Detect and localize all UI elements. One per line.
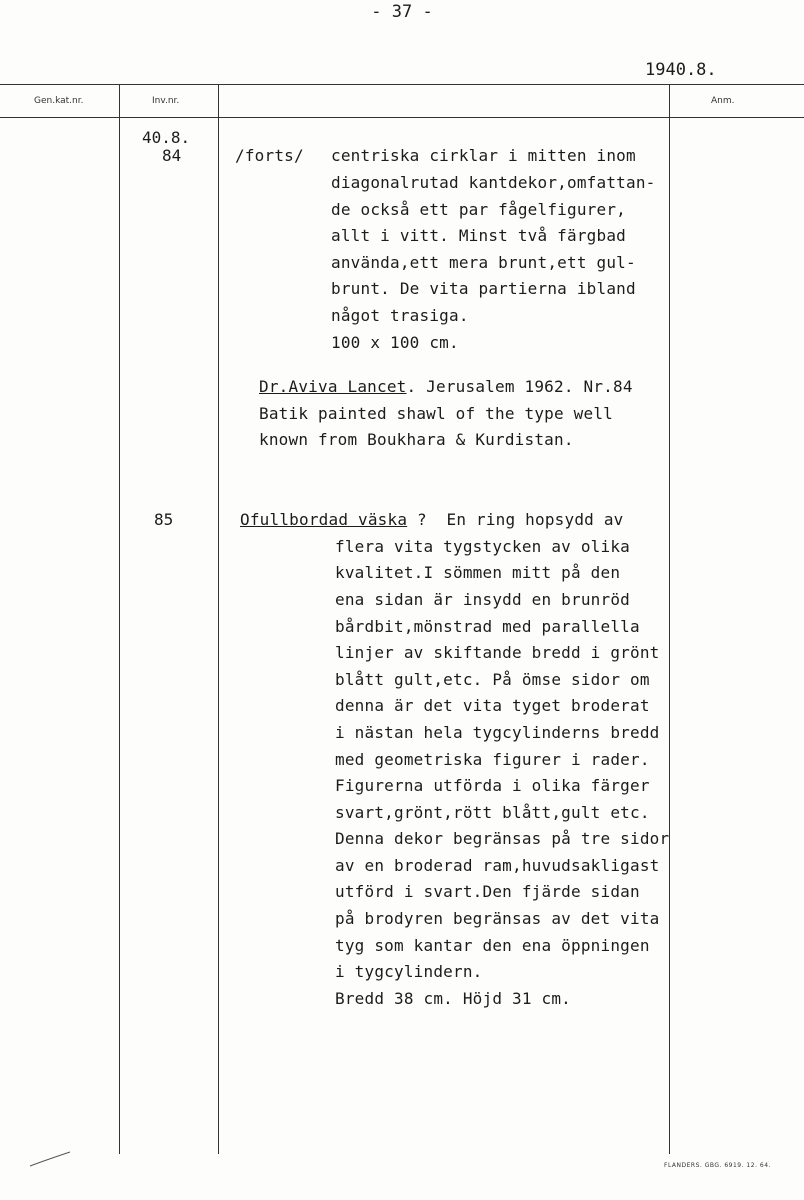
note-source: . Jerusalem 1962. Nr.84 xyxy=(406,377,633,396)
entry-85-first-line xyxy=(240,510,624,529)
text-line: kvalitet.I sömmen mitt på den xyxy=(335,563,621,582)
text-line: diagonalrutad kantdekor,omfattan- xyxy=(331,173,656,192)
note-author: Dr.Aviva Lancet xyxy=(259,377,407,396)
pencil-mark xyxy=(28,1148,73,1168)
text-line: av en broderad ram,huvudsakligast xyxy=(335,856,660,875)
inventory-number-85: 85 xyxy=(154,510,174,529)
text-line: använda,ett mera brunt,ett gul- xyxy=(331,253,636,272)
text-line: utförd i svart.Den fjärde sidan xyxy=(335,882,640,901)
text-line: Bredd 38 cm. Höjd 31 cm. xyxy=(335,989,571,1008)
text-line: Denna dekor begränsas på tre sidor xyxy=(335,829,670,848)
note-line: known from Boukhara & Kurdistan. xyxy=(259,430,574,449)
text-line: centriska cirklar i mitten inom xyxy=(331,146,636,165)
text-line: med geometriska figurer i rader. xyxy=(335,750,650,769)
column-header-gen-kat-nr: Gen.kat.nr. xyxy=(34,96,84,106)
text-line: blått gult,etc. På ömse sidor om xyxy=(335,670,650,689)
text-line: flera vita tygstycken av olika xyxy=(335,537,630,556)
text-line: bårdbit,mönstrad med parallella xyxy=(335,617,640,636)
catalog-date: 1940.8. xyxy=(645,60,717,80)
text-line: tyg som kantar den ena öppningen xyxy=(335,936,650,955)
text-line: Figurerna utförda i olika färger xyxy=(335,776,650,795)
text-line: 100 x 100 cm. xyxy=(331,333,459,352)
page-number: - 37 - xyxy=(371,2,433,22)
column-divider-3 xyxy=(669,84,670,1154)
title-continuation: ? En ring hopsydd av xyxy=(407,510,624,529)
text-line: något trasiga. xyxy=(331,306,469,325)
header-rule-bottom xyxy=(0,117,804,118)
column-divider-1 xyxy=(119,84,120,1154)
text-line: i tygcylindern. xyxy=(335,962,483,981)
column-header-anm: Anm. xyxy=(711,96,735,106)
text-line: denna är det vita tyget broderat xyxy=(335,696,650,715)
inventory-number-84: 84 xyxy=(162,146,182,165)
text-line: ena sidan är insydd en brunröd xyxy=(335,590,630,609)
column-header-inv-nr: Inv.nr. xyxy=(152,96,180,106)
text-line: brunt. De vita partierna ibland xyxy=(331,279,636,298)
note-line: Batik painted shawl of the type well xyxy=(259,404,613,423)
text-line: i nästan hela tygcylinderns bredd xyxy=(335,723,660,742)
object-title: Ofullbordad väska xyxy=(240,510,408,529)
note-line-1 xyxy=(259,377,633,396)
text-line: svart,grönt,rött blått,gult etc. xyxy=(335,803,650,822)
continued-label: /forts/ xyxy=(235,146,304,165)
text-line: linjer av skiftande bredd i grönt xyxy=(335,643,660,662)
printer-imprint: FLANDERS. GBG. 6919. 12. 64. xyxy=(664,1162,771,1169)
header-rule-top xyxy=(0,84,804,85)
column-divider-2 xyxy=(218,84,219,1154)
text-line: allt i vitt. Minst två färgbad xyxy=(331,226,626,245)
accession-prefix: 40.8. xyxy=(142,128,191,147)
text-line: de också ett par fågelfigurer, xyxy=(331,200,626,219)
text-line: på brodyren begränsas av det vita xyxy=(335,909,660,928)
